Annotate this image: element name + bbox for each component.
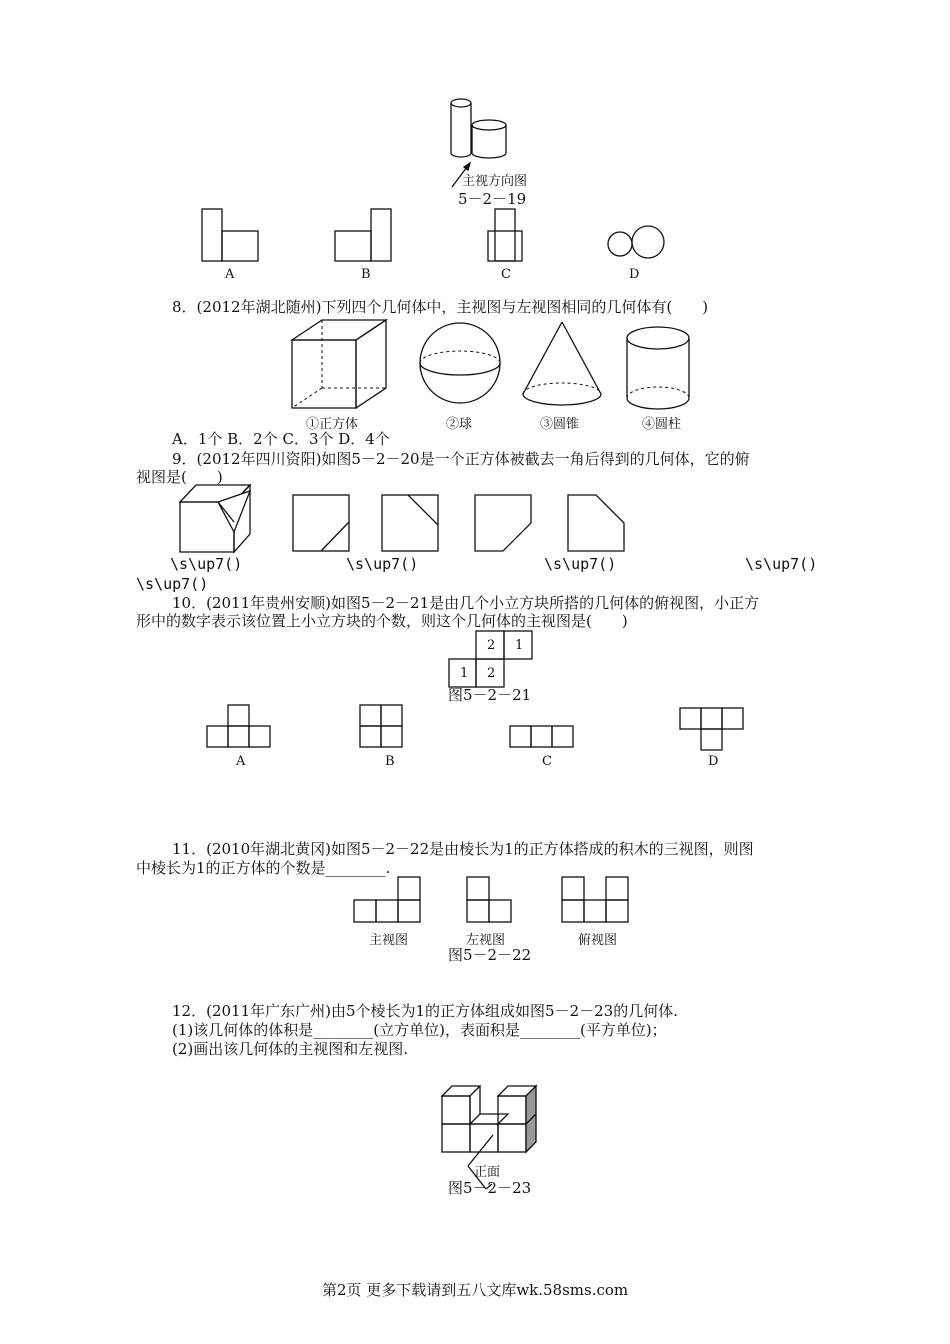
option-a-figure [200, 207, 260, 262]
option-d-label: D [629, 267, 640, 282]
question-12-part2: (2)画出该几何体的主视图和左视图. [172, 1040, 409, 1058]
solid-label-cube: ①正方体 [306, 417, 359, 432]
option-c-label: C [501, 267, 511, 282]
grid-number: 1 [460, 666, 469, 681]
option-c-figure [486, 207, 526, 262]
cone-figure [520, 318, 610, 413]
option-a-top-view [292, 494, 352, 554]
q10-option-d-label: D [708, 754, 719, 769]
option-a-label: A [225, 267, 235, 282]
solid-label-cylinder: ④圆柱 [642, 417, 682, 432]
grid-number: 2 [487, 638, 496, 653]
placeholder-a: \s\up7() [170, 555, 243, 573]
cylinder-figure [625, 318, 697, 413]
cube-figure [288, 318, 393, 413]
question-11-stem-line1: 11．(2010年湖北黄冈)如图5－2－22是由棱长为1的正方体搭成的积木的三视图，则图 [172, 840, 754, 858]
sphere-figure [415, 320, 505, 410]
question-8-answers: A．1个 B．2个 C．3个 D．4个 [172, 430, 390, 448]
question-12-part1: (1)该几何体的体积是________(立方单位)，表面积是________(平方单位)； [172, 1021, 667, 1039]
placeholder-d: \s\up7() [745, 555, 818, 573]
question-8-stem: 8．(2012年湖北随州)下列四个几何体中，主视图与左视图相同的几何体有( ) [172, 298, 709, 316]
placeholder-e: \s\up7() [136, 575, 209, 593]
option-b-figure [333, 207, 393, 262]
figure-caption-5-2-22: 图5－2－22 [448, 946, 532, 964]
option-c-top-view [474, 494, 534, 554]
top-view-label: 俯视图 [578, 933, 618, 948]
view-direction-label: 主视方向图 [462, 174, 528, 189]
grid-number: 2 [487, 666, 496, 681]
question-9-stem-line1: 9．(2012年四川资阳)如图5－2－20是一个正方体被截去一角后得到的几何体，它的俯 [172, 450, 750, 468]
question-9-stem-line2: 视图是( ) [136, 468, 223, 486]
q10-option-b-label: B [385, 754, 395, 769]
option-b-label: B [361, 267, 371, 282]
left-view-figure [465, 876, 513, 924]
figure-caption-5-2-19: 5－2－19 [458, 190, 527, 208]
solid-label-cone: ③圆锥 [540, 417, 580, 432]
placeholder-b: \s\up7() [346, 555, 419, 573]
front-view-figure [352, 876, 422, 924]
solid-label-sphere: ②球 [446, 417, 473, 432]
q10-option-c-figure [509, 725, 575, 748]
q10-option-c-label: C [542, 754, 552, 769]
q10-option-b-figure [359, 704, 405, 748]
top-view-figure [560, 876, 630, 924]
left-view-label: 左视图 [466, 933, 506, 948]
front-direction-label: 正面 [474, 1165, 501, 1180]
question-12-stem: 12．(2011年广东广州)由5个棱长为1的正方体组成如图5－2－23的几何体. [172, 1002, 678, 1020]
question-10-stem-line1: 10．(2011年贵州安顺)如图5－2－21是由几个小立方块所搭的几何体的俯视图，小正方 [172, 594, 760, 612]
placeholder-c: \s\up7() [544, 555, 617, 573]
grid-number: 1 [515, 638, 524, 653]
q10-option-a-label: A [236, 754, 246, 769]
q10-option-d-figure [679, 707, 745, 751]
figure-caption-5-2-21: 图5－2－21 [448, 686, 532, 704]
question-10-stem-line2: 形中的数字表示该位置上小立方块的个数，则这个几何体的主视图是( ) [136, 612, 628, 630]
cut-cube-figure [178, 482, 256, 554]
question-11-stem-line2: 中棱长为1的正方体的个数是________. [136, 859, 391, 877]
option-b-top-view [381, 494, 441, 554]
page-footer: 第2页 更多下载请到五八文库wk.58sms.com [322, 1281, 629, 1299]
figure-caption-5-2-23: 图5－2－23 [448, 1179, 532, 1197]
option-d-figure [605, 224, 667, 264]
front-view-label: 主视图 [369, 933, 409, 948]
option-d-top-view [567, 494, 627, 554]
q10-option-a-figure [206, 704, 272, 748]
